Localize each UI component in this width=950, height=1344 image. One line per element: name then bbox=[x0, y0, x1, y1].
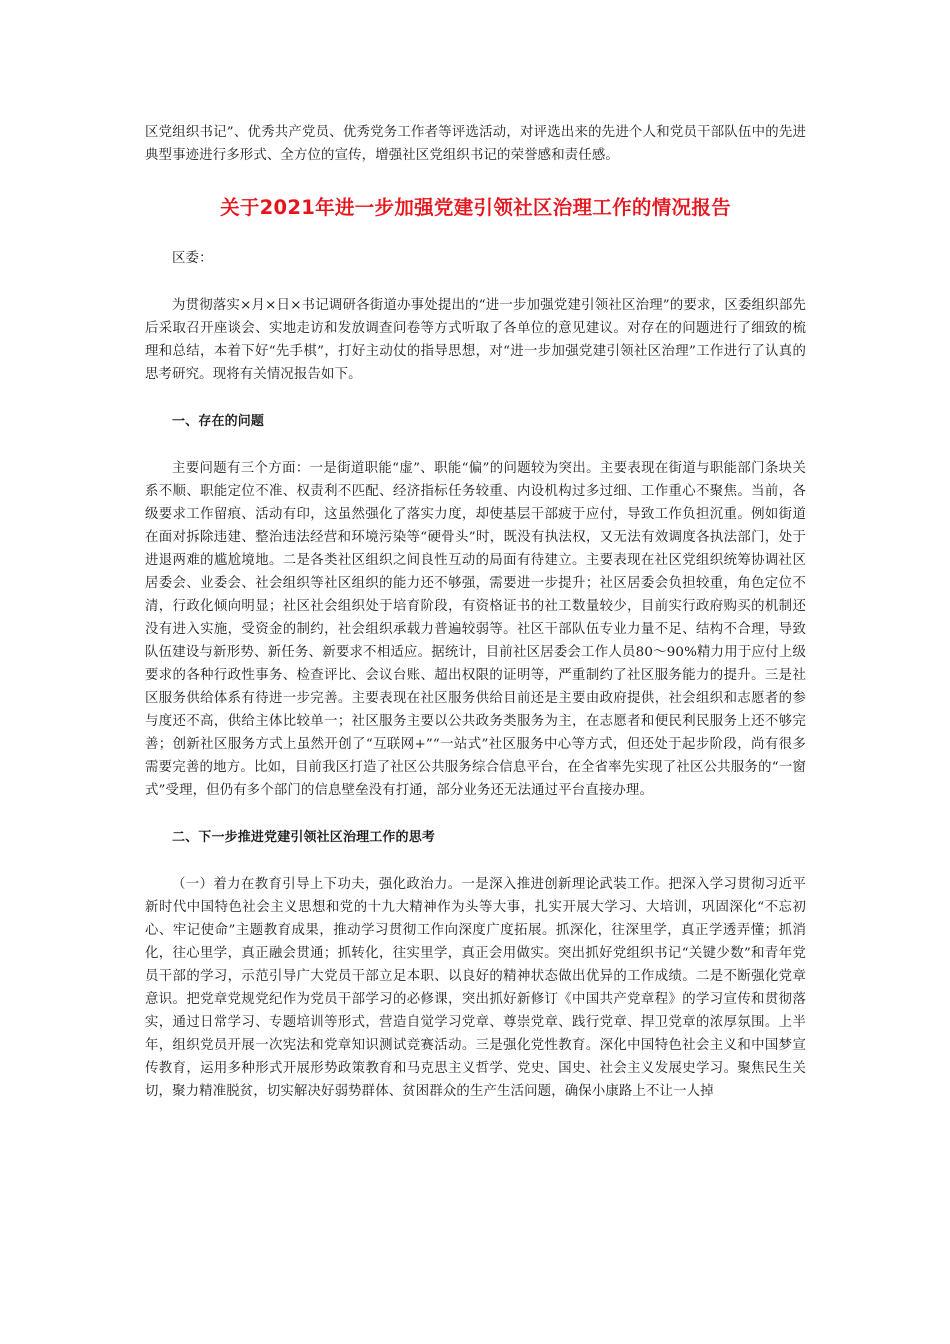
document-page bbox=[145, 121, 806, 1103]
intro-paragraph: 为贯彻落实×月×日×书记调研各街道办事处提出的“进一步加强党建引领社区治理”的要求，区委组织部先后采取召开座谈会、实地走访和发放调查问卷等方式听取了各单位的意见建议。对存在的问题进行了细致的梳理和总结，本着下好“先手棋”，打好主动仗的指导思想，对“进一步加强党建引领社区治理”工作进行了认真的思考研究。现将有关情况报告如下。 bbox=[145, 298, 806, 382]
lead-paragraph: 区党组织书记”、优秀共产党员、优秀党务工作者等评选活动，对评选出来的先进个人和党员干部队伍中的先进典型事迹进行多形式、全方位的宣传，增强社区党组织书记的荣誉感和责任感。 bbox=[145, 125, 806, 163]
section-2-paragraph: （一）着力在教育引导上下功夫，强化政治力。一是深入推进创新理论武装工作。把深入学习贯彻习近平新时代中国特色社会主义思想和党的十九大精神作为头等大事，扎实开展大学习、大培训，巩固深化“不忘初心、牢记使命”主题教育成果，推动学习贯彻工作向深度广度拓展。抓深化，往深里学，真正学透弄懂；抓消化，往心里学，真正融会贯通；抓转化，往实里学，真正会用做实。突出抓好党组织书记“关键少数”和青年党员干部的学习，示范引导广大党员干部立足本职、以良好的精神状态做出优异的工作成绩。二是不断强化党章意识。把党章党规党纪作为党员干部学习的必修课，突出抓好新修订《中国共产党章程》的学习宣传和贯彻落实，通过日常学习、专题培训等形式，营造自觉学习党章、尊崇党章、践行党章、捍卫党章的浓厚氛围。上半年，组织党员开展一次宪法和党章知识测试竞赛活动。三是强化党性教育。深化中国特色社会主义和中国梦宣传教育，运用多种形式开展形势政策教育和马克思主义哲学、党史、国史、社会主义发展史学习。聚焦民生关切，聚力精准脱贫，切实解决好弱势群体、贫困群众的生产生活问题，确保小康路上不让一人掉 bbox=[145, 877, 806, 1099]
document-title: 关于2021年进一步加强党建引领社区治理工作的情况报告 bbox=[220, 196, 731, 219]
section-1-paragraph: 主要问题有三个方面：一是街道职能“虚”、职能“偏”的问题较为突出。主要表现在街道与职能部门条块关系不顺、职能定位不准、权责利不匹配、经济指标任务较重、内设机构过多过细、工作重心不聚焦。当前，各级要求工作留痕、活动有印，这虽然强化了落实力度，却使基层干部疲于应付，导致工作负担沉重。例如街道在面对拆除违建、整治违法经营和环境污染等“硬骨头”时，既没有执法权，又无法有效调度各执法部门，处于进退两难的尴尬境地。二是各类社区组织之间良性互动的局面有待建立。主要表现在社区党组织统筹协调社区居委会、业委会、社会组织等社区组织的能力还不够强，需要进一步提升；社区居委会负担较重，角色定位不清，行政化倾向明显；社区社会组织处于培育阶段，有资格证书的社工数量较少，目前实行政府购买的机制还没有进入实施，受资金的制约，社会组织承载力普遍较弱等。社区干部队伍专业力量不足、结构不合理，导致队伍建设与新形势、新任务、新要求不相适应。据统计，目前社区居委会工作人员80～90%精力用于应付上级要求的各种行政性事务、检查评比、会议台账、超出权限的证明等，严重制约了社区服务能力的提升。三是社区服务供给体系有待进一步完善。主要表现在社区服务供给目前还是主要由政府提供，社会组织和志愿者的参与度还不高，供给主体比较单一；社区服务主要以公共政务类服务为主，在志愿者和便民利民服务上还不够完善；创新社区服务方式上虽然开创了“互联网+”“一站式”社区服务中心等方式，但还处于起步阶段，尚有很多需要完善的地方。比如，目前我区打造了社区公共服务综合信息平台，在全省率先实现了社区公共服务的“一窗式”受理，但仍有多个部门的信息壁垒没有打通，部分业务还无法通过平台直接办理。 bbox=[145, 461, 806, 798]
salutation: 区委： bbox=[172, 251, 213, 266]
section-2-heading: 二、下一步推进党建引领社区治理工作的思考 bbox=[172, 830, 436, 845]
section-1-heading: 一、存在的问题 bbox=[172, 414, 265, 429]
